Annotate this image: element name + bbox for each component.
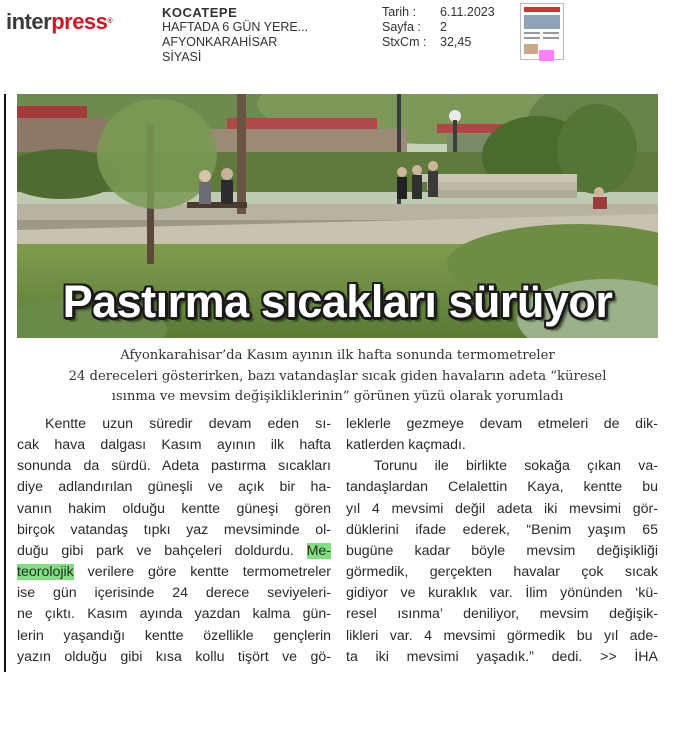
article-headline: Pastırma sıcakları sürüyor — [62, 276, 613, 327]
deck-line: 24 dereceleri gösterirken, bazı vatandaşlar sıcak giden havaların adeta “küresel — [68, 368, 607, 384]
search-term-highlight: teorolojik — [17, 564, 74, 581]
thumbnail-article-highlight — [539, 50, 554, 61]
logo-part-press: press — [51, 9, 108, 34]
logo-part-inter: inter — [6, 9, 52, 34]
body-line: ne çıktı. Kasım ayında yazdan kalma gün- — [17, 606, 331, 623]
clipping-city: AFYONKARAHİSAR — [162, 35, 278, 49]
body-line: yazın olduğu gibi kısa kollu tişört ve gö- — [17, 648, 331, 665]
info-row-page — [382, 20, 510, 35]
body-line: gidiyor ve kuraklık var. İlim yönünden ‘kü- — [346, 585, 658, 602]
thumbnail-text-line — [543, 32, 559, 34]
info-row-stxcm — [382, 35, 510, 50]
clipping-headline: HAFTADA 6 GÜN YERE... — [162, 20, 309, 34]
body-line: likleri var. 4 mevsimi görmedik bu yıl ade- — [346, 627, 658, 644]
body-line: cak hava dalgası Kasım ayının ilk hafta — [17, 437, 331, 454]
stxcm-value: 32,45 — [440, 35, 472, 49]
body-line: leklerle gezmeye devam etmeleri de dik- — [346, 416, 658, 432]
body-line: katlerden kaçmadı. — [346, 437, 466, 454]
page-thumbnail[interactable] — [520, 3, 564, 60]
left-margin-rule — [4, 94, 6, 672]
body-line: resel ısınma’ deniliyor, mevsim değişik- — [346, 606, 658, 623]
body-line: diye adlandırılan güneşli ve açık bir ha- — [17, 479, 331, 496]
thumbnail-text-line — [543, 37, 559, 39]
date-label: Tarih : — [382, 5, 417, 19]
body-line: ise gün içerisinde 24 derece seviyeleri- — [17, 585, 331, 602]
article-column-1 — [17, 414, 331, 668]
body-line-text: duğu gibi park ve bahçeleri doldurdu. — [17, 542, 307, 559]
thumbnail-ad — [524, 44, 538, 54]
body-line: lerin yaşandığı kentte özellikle gençlerin — [17, 627, 331, 644]
body-line-with-highlight — [17, 541, 331, 562]
publication-name: KOCATEPE — [162, 5, 238, 20]
page-label: Sayfa : — [382, 20, 421, 34]
article-column-2 — [346, 414, 658, 668]
page-value: 2 — [440, 20, 447, 34]
info-row-date — [382, 5, 510, 20]
stxcm-label: StxCm : — [382, 35, 427, 49]
body-line-with-highlight — [17, 562, 331, 583]
search-term-highlight: Me- — [306, 542, 331, 559]
logo-registered-mark: ® — [107, 18, 113, 25]
body-line: düklerini ifade ederek, “Benim yaşım 65 — [346, 521, 658, 538]
body-line: ta iki mevsimi yaşadık.” dedi. >> İHA — [346, 648, 658, 665]
body-line: bugüne kadar böyle mevsim değişikliği — [346, 542, 658, 559]
thumbnail-text-line — [524, 32, 540, 34]
thumbnail-masthead — [524, 7, 560, 12]
thumbnail-text-line — [524, 37, 540, 39]
article-deck — [17, 346, 658, 408]
thumbnail-photo — [524, 15, 560, 29]
body-line: görmedik, gerçekten havalar çok sıcak — [346, 564, 658, 581]
clipping-info — [382, 5, 510, 50]
body-line: Kentte uzun süredir devam eden sı- — [45, 416, 331, 432]
body-line: birçok vatandaş tıpkı yaz mevsiminde ol- — [17, 521, 331, 538]
clipping-meta — [162, 5, 308, 65]
body-line-text: verilere göre kentte termometreler — [87, 564, 331, 581]
body-line: sonunda da sürdü. Adeta pastırma sıcakları — [17, 458, 331, 475]
body-line: Torunu ile birlikte sokağa çıkan va- — [374, 458, 658, 475]
body-line: tandaşlardan Celalettin Kaya, kentte bu — [346, 479, 658, 496]
clipping-section: SİYASİ — [162, 50, 202, 64]
interpress-logo — [6, 9, 128, 35]
body-line: vanın hakim olduğu kentte güneşi gören — [17, 500, 331, 517]
deck-line: Afyonkarahisar’da Kasım ayının ilk hafta sonunda termometreler — [120, 348, 555, 363]
date-value: 6.11.2023 — [440, 5, 495, 19]
body-line: yıl 4 mevsimi değil adeta iki mevsimi gör- — [346, 500, 658, 517]
deck-line: ısınma ve mevsim değişikliklerinin” görünen yüzü olarak yorumladı — [111, 389, 564, 404]
